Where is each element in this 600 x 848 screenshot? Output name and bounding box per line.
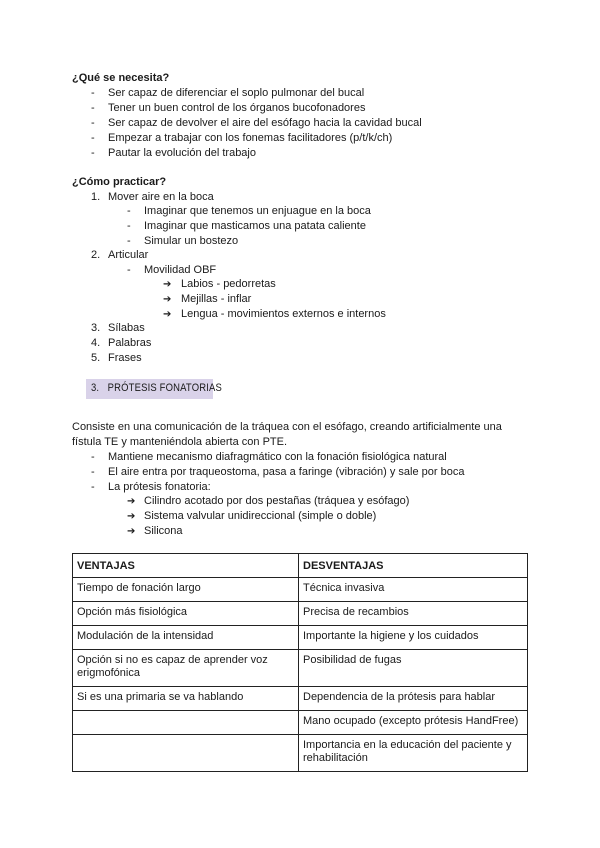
arrow-icon: ➔: [163, 309, 172, 320]
dash-bullet: -: [127, 205, 131, 217]
list-item: Sistema valvular unidireccional (simple o doble): [144, 510, 377, 522]
table-row: [73, 602, 528, 626]
list-item: Movilidad OBF: [144, 264, 217, 276]
list-item: Mantiene mecanismo diafragmático con la fonación fisiológica natural: [108, 451, 447, 463]
list-item: Simular un bostezo: [144, 235, 239, 247]
step-number: 2.: [91, 249, 101, 261]
table-row: [73, 650, 528, 687]
table-row: [73, 711, 528, 735]
step-label: Sílabas: [108, 322, 145, 334]
dash-bullet: -: [91, 132, 95, 144]
table-cell: Importante la higiene y los cuidados: [299, 626, 528, 650]
heading-que-se-necesita: ¿Qué se necesita?: [72, 72, 170, 84]
table-cell: Precisa de recambios: [299, 602, 528, 626]
pros-cons-table: [72, 553, 528, 772]
list-item: Mejillas - inflar: [181, 293, 252, 305]
dash-bullet: -: [91, 87, 95, 99]
dash-bullet: -: [91, 117, 95, 129]
table-cell: Mano ocupado (excepto prótesis HandFree): [299, 711, 528, 735]
arrow-icon: ➔: [163, 279, 172, 290]
table-header-row: [73, 554, 528, 578]
table-cell: [73, 711, 299, 735]
paragraph-line: fístula TE y manteniéndola abierta con PTE.: [72, 436, 288, 448]
table-cell: Tiempo de fonación largo: [73, 578, 299, 602]
list-item: Ser capaz de diferenciar el soplo pulmonar del bucal: [108, 87, 365, 99]
table-cell: Importancia en la educación del paciente y rehabilitación: [299, 735, 528, 772]
list-item: La prótesis fonatoria:: [108, 481, 211, 493]
list-item: El aire entra por traqueostoma, pasa a faringe (vibración) y sale por boca: [108, 466, 465, 478]
table-cell: Opción si no es capaz de aprender voz erigmofónica: [73, 650, 299, 687]
list-item: Labios - pedorretas: [181, 278, 276, 290]
table-cell: Opción más fisiológica: [73, 602, 299, 626]
table-cell: Posibilidad de fugas: [299, 650, 528, 687]
table-cell: [73, 735, 299, 772]
list-item: Empezar a trabajar con los fonemas facilitadores (p/t/k/ch): [108, 132, 393, 144]
dash-bullet: -: [91, 466, 95, 478]
dash-bullet: -: [91, 451, 95, 463]
dash-bullet: -: [127, 220, 131, 232]
step-number: 1.: [91, 191, 101, 203]
table-cell: Modulación de la intensidad: [73, 626, 299, 650]
table-cell: Técnica invasiva: [299, 578, 528, 602]
column-header-desventajas: DESVENTAJAS: [299, 554, 528, 578]
arrow-icon: ➔: [127, 511, 136, 522]
list-item: Imaginar que tenemos un enjuague en la boca: [144, 205, 371, 217]
step-label: Palabras: [108, 337, 152, 349]
dash-bullet: -: [127, 235, 131, 247]
step-label: Articular: [108, 249, 149, 261]
table-row: [73, 735, 528, 772]
list-item: Imaginar que masticamos una patata caliente: [144, 220, 366, 232]
section-title: 3. PRÓTESIS FONATORIAS: [91, 382, 222, 394]
list-item: Lengua - movimientos externos e internos: [181, 308, 386, 320]
paragraph-line: Consiste en una comunicación de la tráquea con el esófago, creando artificialmente una: [72, 421, 502, 433]
list-item: Silicona: [144, 525, 183, 537]
dash-bullet: -: [91, 147, 95, 159]
table-cell: Dependencia de la prótesis para hablar: [299, 687, 528, 711]
arrow-icon: ➔: [127, 526, 136, 537]
arrow-icon: ➔: [163, 294, 172, 305]
heading-como-practicar: ¿Cómo practicar?: [72, 176, 167, 188]
list-item: Pautar la evolución del trabajo: [108, 147, 256, 159]
column-header-ventajas: VENTAJAS: [73, 554, 299, 578]
step-number: 5.: [91, 352, 101, 364]
table-row: [73, 578, 528, 602]
step-label: Frases: [108, 352, 142, 364]
table-row: [73, 687, 528, 711]
list-item: Cilindro acotado por dos pestañas (tráquea y esófago): [144, 495, 410, 507]
dash-bullet: -: [91, 102, 95, 114]
step-label: Mover aire en la boca: [108, 191, 214, 203]
list-item: Tener un buen control de los órganos bucofonadores: [108, 102, 366, 114]
arrow-icon: ➔: [127, 496, 136, 507]
table-cell: Si es una primaria se va hablando: [73, 687, 299, 711]
dash-bullet: -: [91, 481, 95, 493]
step-number: 4.: [91, 337, 101, 349]
table-row: [73, 626, 528, 650]
dash-bullet: -: [127, 264, 131, 276]
list-item: Ser capaz de devolver el aire del esófago hacia la cavidad bucal: [108, 117, 422, 129]
step-number: 3.: [91, 322, 101, 334]
